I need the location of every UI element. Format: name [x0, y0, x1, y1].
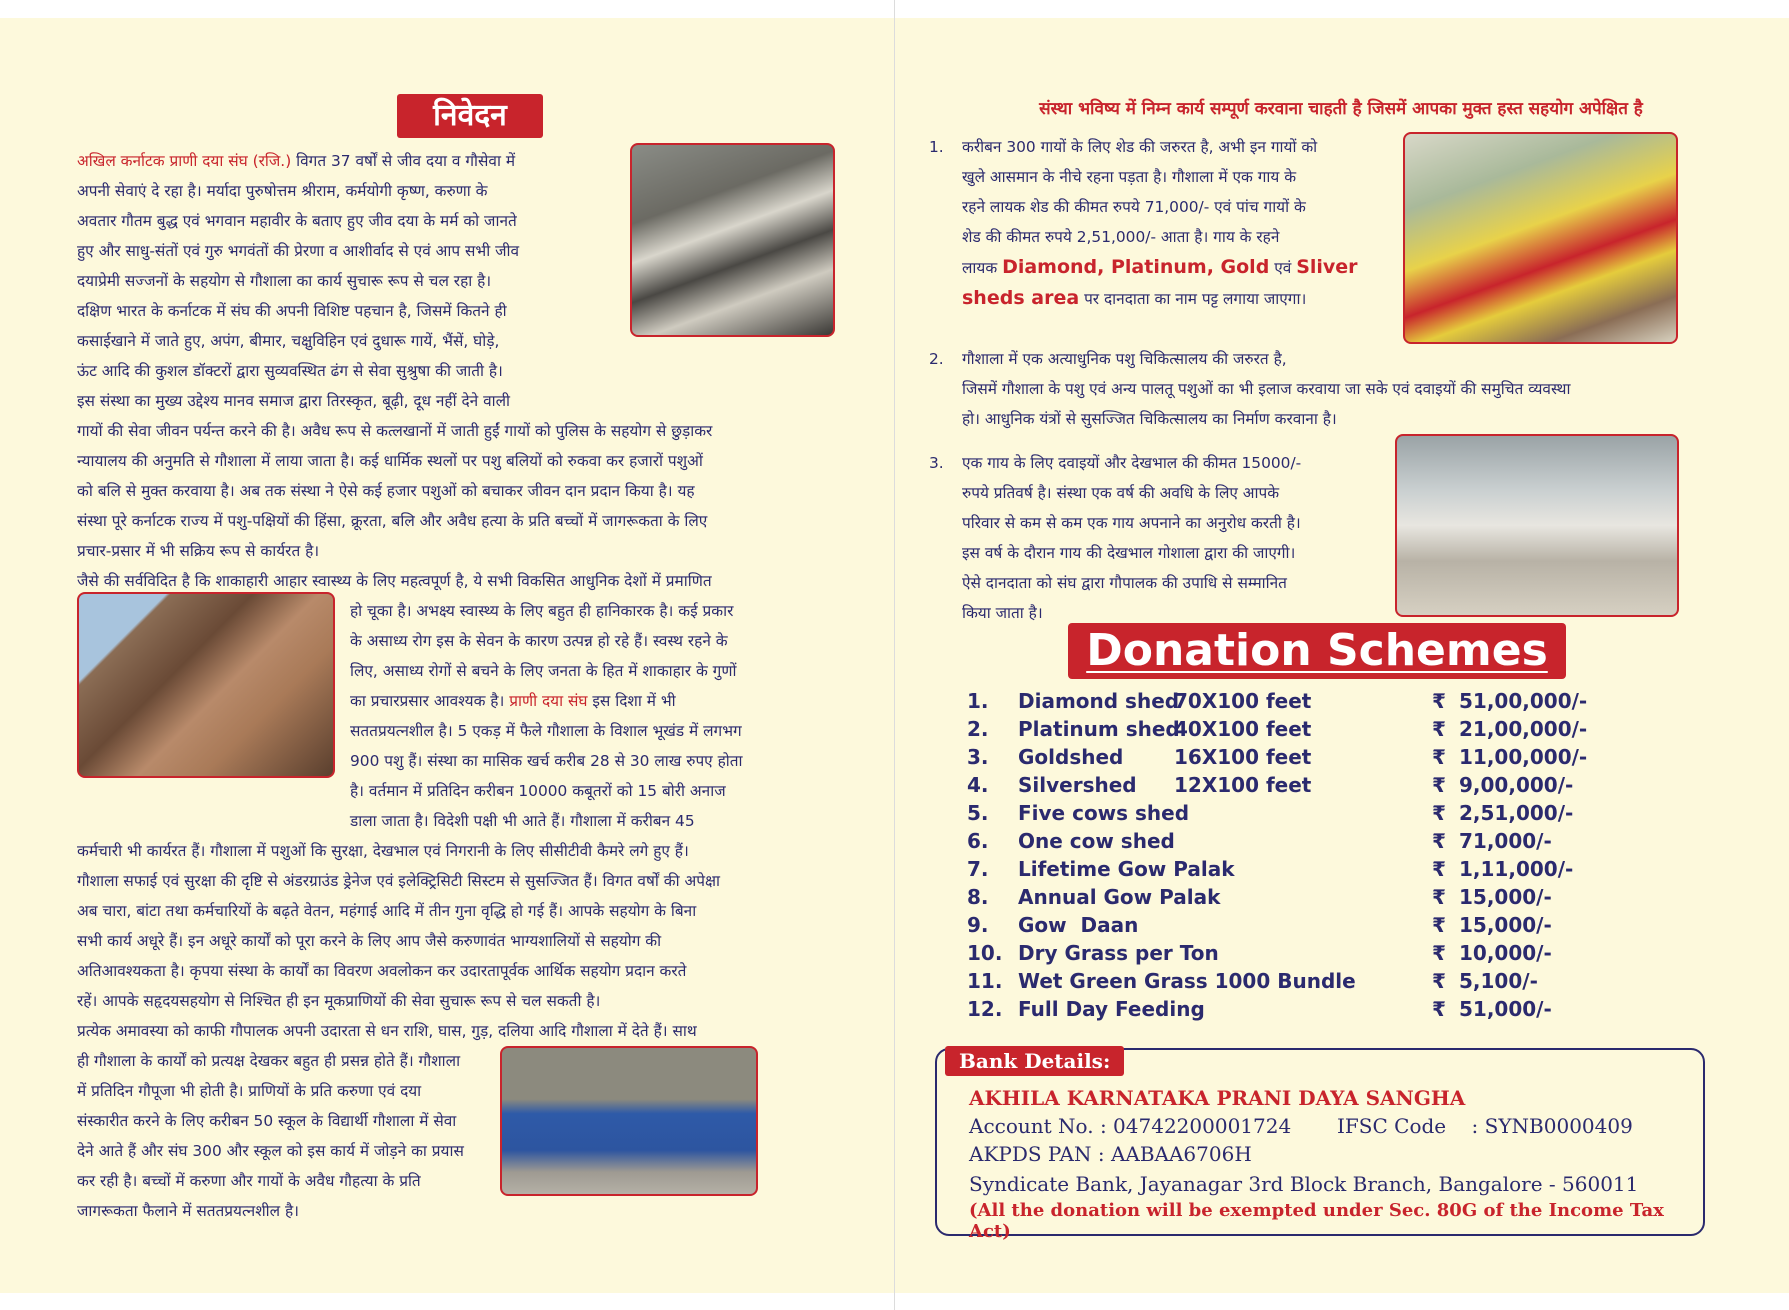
- intro-paragraph-wide: [77, 386, 767, 566]
- scheme-row: [967, 857, 1697, 885]
- bank-details-tag: Bank Details:: [945, 1046, 1124, 1076]
- cows-photo: [630, 143, 835, 337]
- rupee-icon: ₹: [1432, 801, 1446, 825]
- future-item-1: [962, 132, 1392, 314]
- scheme-number: 12.: [967, 997, 1003, 1021]
- bank-details-box: [935, 1048, 1705, 1242]
- text-line: संस्था पूरे कर्नाटक राज्य में पशु-पक्षियों की हिंसा, क्रूरता, बलि और अवैध हत्या के प्रति बच्चों में जागरूकता के लिए: [77, 512, 708, 530]
- scheme-amount: 71,000/-: [1459, 829, 1552, 853]
- text-line: गायों की सेवा जीवन पर्यन्त करने की है। अवैध रूप से कत्लखानों में जाती हुईं गायों को पुलिस के सहयोग से छुड़ाकर: [77, 422, 713, 440]
- rupee-icon: ₹: [1432, 941, 1446, 965]
- scheme-row: [967, 969, 1697, 997]
- text-line: ऊंट आदि की कुशल डॉक्टरों द्वारा सुव्यवस्थित ढंग से सेवा सुश्रुषा की जाती है।: [77, 362, 503, 380]
- text-line: शेड की कीमत रुपये 2,51,000/- आता है। गाय के रहने: [962, 228, 1280, 246]
- org-name-red: प्राणी दया संघ: [509, 692, 588, 710]
- text-line: सभी कार्य अधूरे हैं। इन अधूरे कार्यों को पूरा करने के लिए आप जैसे करुणावंत भाग्यशालियों से सहयोग की: [77, 932, 662, 950]
- text-line: का प्रचारप्रसार आवश्यक है।: [350, 692, 505, 710]
- future-item-3: [962, 448, 1387, 628]
- scheme-row: [967, 689, 1697, 717]
- scheme-number: 1.: [967, 689, 989, 713]
- scheme-number: 8.: [967, 885, 989, 909]
- future-item-2: [962, 344, 1682, 434]
- vegetarian-paragraph-first: [77, 566, 767, 596]
- text-line: रहें। आपके सहृदयसहयोग से निश्चित ही इन मूकप्राणियों की सेवा सुचारू रूप से चल सकती है।: [77, 992, 601, 1010]
- text-line: पर दानदाता का नाम पट्ट लगाया जाएगा।: [1084, 290, 1307, 308]
- scheme-row: [967, 997, 1697, 1025]
- text-line: के असाध्य रोग इस के सेवन के कारण उत्पन्न हो रहे हैं। स्वस्थ रहने के: [350, 632, 728, 650]
- text-line: करीबन 300 गायों के लिए शेड की जरुरत है, अभी इन गायों को: [962, 138, 1318, 156]
- donation-schemes-title: [1068, 623, 1566, 679]
- text-line: देने आते हैं और संघ 300 और स्कूल को इस कार्य में जोड़ने का प्रयास: [77, 1142, 464, 1160]
- scheme-number: 11.: [967, 969, 1003, 993]
- text-line: परिवार से कम से कम एक गाय अपनाने का अनुरोध करती है।: [962, 514, 1301, 532]
- text-line: लिए, असाध्य रोगों से बचने के लिए जनता के हित में शाकाहार के गुणों: [350, 662, 737, 680]
- cow-shed-photo: [1395, 434, 1679, 617]
- text-line: इस वर्ष के दौरान गाय की देखभाल गोशाला द्वारा की जाएगी।: [962, 544, 1296, 562]
- text-line: कर रही है। बच्चों में करुणा और गायों के अवैध गौहत्या के प्रति: [77, 1172, 421, 1190]
- bank-ifsc: IFSC Code : SYNB0000409: [1337, 1114, 1633, 1138]
- text-line: अतिआवश्यकता है। कृपया संस्था के कार्यों का विवरण अवलोकन कर उदारतापूर्वक आर्थिक सहयोग प्रदान करते: [77, 962, 687, 980]
- scheme-amount: 15,000/-: [1459, 913, 1552, 937]
- scheme-name: Five cows shed: [1018, 801, 1190, 825]
- scheme-row: [967, 885, 1697, 913]
- scheme-number: 6.: [967, 829, 989, 853]
- scheme-number: 3.: [967, 745, 989, 769]
- right-page: [925, 18, 1765, 1293]
- rupee-icon: ₹: [1432, 717, 1446, 741]
- scheme-row: [967, 913, 1697, 941]
- scheme-size: 16X100 feet: [1174, 745, 1312, 769]
- scheme-size: 40X100 feet: [1174, 717, 1312, 741]
- text-line: दक्षिण भारत के कर्नाटक में संघ की अपनी विशिष्ट पहचान है, जिसमें कितने ही: [77, 302, 507, 320]
- text-line: ही गौशाला के कार्यों को प्रत्यक्ष देखकर बहुत ही प्रसन्न होते हैं। गौशाला: [77, 1052, 461, 1070]
- text-line: 900 पशु हैं। संस्था का मासिक खर्च करीब 28 से 30 लाख रुपए होता: [350, 752, 743, 770]
- rupee-icon: ₹: [1432, 689, 1446, 713]
- scheme-amount: 21,00,000/-: [1459, 717, 1588, 741]
- scheme-number: 9.: [967, 913, 989, 937]
- scheme-name: Full Day Feeding: [1018, 997, 1205, 1021]
- rupee-icon: ₹: [1432, 829, 1446, 853]
- text-line: को बलि से मुक्त करवाया है। अब तक संस्था ने ऐसे कई हजार पशुओं को बचाकर जीवन दान प्रदान किया है। यह: [77, 482, 695, 500]
- text-line: जागरूकता फैलाने में सततप्रयत्नशील है।: [77, 1202, 300, 1220]
- sheds-area-red: sheds area: [962, 287, 1080, 309]
- page-title: निवेदन: [397, 94, 543, 138]
- text-line: कसाईखाने में जाते हुए, अपंग, बीमार, चक्षुविहिन एवं दुधारू गायें, भैंसें, घोड़े,: [77, 332, 500, 350]
- scheme-name: Silvershed: [1018, 773, 1137, 797]
- scheme-amount: 11,00,000/-: [1459, 745, 1588, 769]
- scheme-name: Platinum shed: [1018, 717, 1180, 741]
- scheme-name: Wet Green Grass 1000 Bundle: [1018, 969, 1356, 993]
- scheme-amount: 51,000/-: [1459, 997, 1552, 1021]
- students-photo: [500, 1046, 758, 1196]
- text-line: एवं: [1274, 259, 1292, 277]
- scheme-amount: 9,00,000/-: [1459, 773, 1574, 797]
- text-line: हो चूका है। अभक्ष्य स्वास्थ्य के लिए बहुत ही हानिकारक है। कई प्रकार: [350, 602, 734, 620]
- scheme-row: [967, 941, 1697, 969]
- text-line: लायक: [962, 259, 998, 277]
- shed-types-red: Diamond, Platinum, Gold: [1002, 256, 1270, 278]
- intro-paragraph-narrow: [77, 146, 547, 386]
- text-line: दयाप्रेमी सज्जनों के सहयोग से गौशाला का कार्य सुचारू रूप से चल रहा है।: [77, 272, 492, 290]
- scheme-name: Goldshed: [1018, 745, 1124, 769]
- text-line: जिसमें गौशाला के पशु एवं अन्य पालतू पशुओं का भी इलाज करवाया जा सके एवं दवाइयों की समुचित व्यवस्था: [962, 380, 1571, 398]
- text-line: अवतार गौतम बुद्ध एवं भगवान महावीर के बताए हुए जीव दया के मर्म को जानते: [77, 212, 517, 230]
- rupee-icon: ₹: [1432, 997, 1446, 1021]
- text-line: डाला जाता है। विदेशी पक्षी भी आते हैं। गौशाला में करीबन 45: [350, 812, 695, 830]
- text-line: कर्मचारी भी कार्यरत हैं। गौशाला में पशुओं कि सुरक्षा, देखभाल एवं निगरानी के लिए सीसीटीवी कैमरे लगे हुए हैं।: [77, 842, 689, 860]
- scheme-amount: 1,11,000/-: [1459, 857, 1574, 881]
- text-line: प्रचार-प्रसार में भी सक्रिय रूप से कार्यरत है।: [77, 542, 320, 560]
- scheme-amount: 10,000/-: [1459, 941, 1552, 965]
- text-line: प्रत्येक अमावस्या को काफी गौपालक अपनी उदारता से धन राशि, घास, गुड़, दलिया आदि गौशाला में देते हैं। साथ: [77, 1022, 697, 1040]
- cattle-truck-photo: [77, 592, 335, 778]
- page-fold-line: [894, 0, 895, 1310]
- text-line: इस संस्था का मुख्य उद्देश्य मानव समाज द्वारा तिरस्कृत, बूढ़ी, दूध नहीं देने वाली: [77, 392, 511, 410]
- rupee-icon: ₹: [1432, 885, 1446, 909]
- scheme-row: [967, 745, 1697, 773]
- list-number: 3.: [929, 454, 944, 472]
- text-line: गौशाला में एक अत्याधुनिक पशु चिकित्सालय की जरुरत है,: [962, 350, 1287, 368]
- text-line: न्यायालय की अनुमति से गौशाला में लाया जाता है। कई धार्मिक स्थलों पर पशु बलियों को रुकवा कर हजारों पशुओं: [77, 452, 703, 470]
- text-line: गौशाला सफाई एवं सुरक्षा की दृष्टि से अंडरग्राउंड ड्रेनेज एवं इलेक्ट्रिसिटी सिस्टम से सुसज्जित हैं। विगत वर्षों की अपेक्षा: [77, 872, 720, 890]
- scheme-size: 12X100 feet: [1174, 773, 1312, 797]
- bank-account-number: Account No. : 04742200001724: [969, 1114, 1292, 1138]
- scheme-number: 4.: [967, 773, 989, 797]
- scheme-amount: 15,000/-: [1459, 885, 1552, 909]
- text-line: हुए और साधु-संतों एवं गुरु भगवंतों की प्रेरणा व आशीर्वाद से एवं आप सभी जीव: [77, 242, 520, 260]
- scheme-name: Diamond shed: [1018, 689, 1180, 713]
- bank-pan: AKPDS PAN : AABAA6706H: [969, 1142, 1252, 1166]
- scheme-name: Annual Gow Palak: [1018, 885, 1221, 909]
- scheme-name: Dry Grass per Ton: [1018, 941, 1219, 965]
- children-with-cow-photo: [1403, 132, 1678, 344]
- bank-branch: Syndicate Bank, Jayanagar 3rd Block Branch, Bangalore - 560011: [969, 1172, 1639, 1196]
- scheme-number: 7.: [967, 857, 989, 881]
- scheme-row: [967, 829, 1697, 857]
- text-line: है। वर्तमान में प्रतिदिन करीबन 10000 कबूतरों को 15 बोरी अनाज: [350, 782, 726, 800]
- scheme-row: [967, 773, 1697, 801]
- appeal-paragraph: [77, 836, 767, 1046]
- text-line: में प्रतिदिन गौपूजा भी होती है। प्राणियों के प्रति करुणा एवं दया: [77, 1082, 422, 1100]
- text-line: खुले आसमान के नीचे रहना पड़ता है। गौशाला में एक गाय के: [962, 168, 1297, 186]
- text-line: अपनी सेवाएं दे रहा है। मर्यादा पुरुषोत्तम श्रीराम, कर्मयोगी कृष्ण, करुणा के: [77, 182, 488, 200]
- text-line: सततप्रयत्नशील है। 5 एकड़ में फैले गौशाला के विशाल भूखंड में लगभग: [350, 722, 742, 740]
- scheme-name: Lifetime Gow Palak: [1018, 857, 1235, 881]
- scheme-number: 5.: [967, 801, 989, 825]
- rupee-icon: ₹: [1432, 913, 1446, 937]
- scheme-name: Gow Daan: [1018, 913, 1139, 937]
- donation-title-text: Donation Schemes: [1086, 625, 1548, 676]
- scheme-number: 10.: [967, 941, 1003, 965]
- scheme-row: [967, 801, 1697, 829]
- text-line: इस दिशा में भी: [592, 692, 676, 710]
- list-number: 2.: [929, 350, 944, 368]
- tax-exemption-note: (All the donation will be exempted under Sec. 80G of the Income Tax Act): [969, 1200, 1664, 1242]
- scheme-name: One cow shed: [1018, 829, 1175, 853]
- scheme-number: 2.: [967, 717, 989, 741]
- rupee-icon: ₹: [1432, 773, 1446, 797]
- rupee-icon: ₹: [1432, 745, 1446, 769]
- rupee-icon: ₹: [1432, 969, 1446, 993]
- school-paragraph: [77, 1046, 487, 1226]
- scheme-amount: 51,00,000/-: [1459, 689, 1588, 713]
- org-name-red: अखिल कर्नाटक प्राणी दया संघ (रजि.): [77, 152, 292, 170]
- bank-account-name: AKHILA KARNATAKA PRANI DAYA SANGHA: [969, 1086, 1466, 1110]
- text-line: ऐसे दानदाता को संघ द्वारा गौपालक की उपाधि से सम्मानित: [962, 574, 1287, 592]
- donation-schemes-list: [967, 689, 1697, 1025]
- scheme-amount: 5,100/-: [1459, 969, 1538, 993]
- text-line: हो। आधुनिक यंत्रों से सुसज्जित चिकित्सालय का निर्माण करवाना है।: [962, 410, 1337, 428]
- future-works-heading: संस्था भविष्य में निम्न कार्य सम्पूर्ण करवाना चाहती है जिसमें आपका मुक्त हस्त सहयोग अपेक्षित है: [1039, 99, 1643, 119]
- text-line: रहने लायक शेड की कीमत रुपये 71,000/- एवं पांच गायों के: [962, 198, 1306, 216]
- text-line: संस्कारीत करने के लिए करीबन 50 स्कूल के विद्यार्थी गौशाला में सेवा: [77, 1112, 457, 1130]
- text-line: अब चारा, बांटा तथा कर्मचारियों के बढ़ते वेतन, महंगाई आदि में तीन गुना वृद्धि हो गई हैं। आपके सहयोग के बिना: [77, 902, 697, 920]
- rupee-icon: ₹: [1432, 857, 1446, 881]
- vegetarian-paragraph-side: [350, 596, 767, 836]
- text-line: विगत 37 वर्षों से जीव दया व गौसेवा में: [296, 152, 516, 170]
- text-line: रुपये प्रतिवर्ष है। संस्था एक वर्ष की अवधि के लिए आपके: [962, 484, 1280, 502]
- shed-types-red: Sliver: [1296, 256, 1358, 278]
- text-line: जैसे की सर्वविदित है कि शाकाहारी आहार स्वास्थ्य के लिए महत्वपूर्ण है, ये सभी विकसित आधुनिक देशों में प्रमाणित: [77, 572, 712, 590]
- list-number: 1.: [929, 138, 944, 156]
- left-page: [77, 18, 867, 1293]
- text-line: एक गाय के लिए दवाइयों और देखभाल की कीमत 15000/-: [962, 454, 1302, 472]
- scheme-row: [967, 717, 1697, 745]
- scheme-size: 70X100 feet: [1174, 689, 1312, 713]
- scheme-amount: 2,51,000/-: [1459, 801, 1574, 825]
- text-line: किया जाता है।: [962, 604, 1043, 622]
